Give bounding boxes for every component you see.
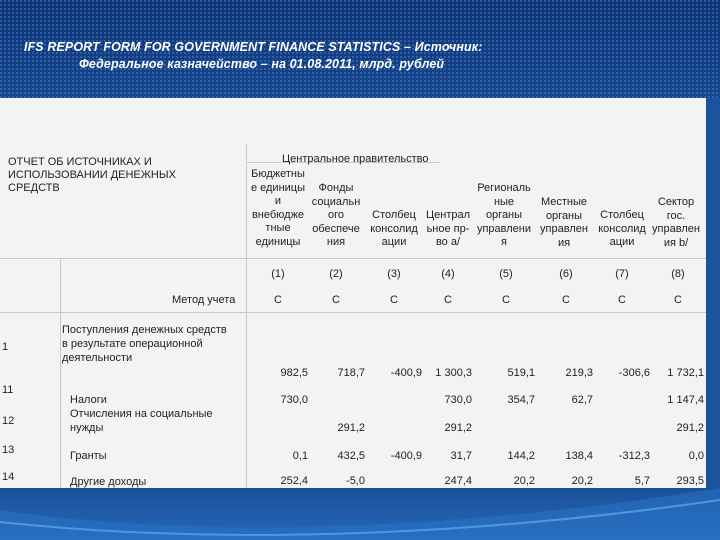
- row-label-line: нужды: [70, 422, 104, 434]
- method-value: C: [332, 294, 340, 306]
- cell-value: -306,6: [618, 367, 650, 379]
- method-value: C: [618, 294, 626, 306]
- column-number: (5): [499, 268, 513, 280]
- method-label: Метод учета: [172, 294, 236, 306]
- slide-header: [0, 0, 720, 98]
- row-label-line: в результате операционной: [62, 338, 203, 350]
- cell-value: -400,9: [390, 450, 422, 462]
- column-number: (1): [271, 268, 285, 280]
- column-header-text: внебюдже: [251, 208, 305, 221]
- cell-value: 354,7: [507, 394, 535, 406]
- cell-value: -312,3: [618, 450, 650, 462]
- cell-value: 1 147,4: [667, 394, 704, 406]
- method-value: C: [562, 294, 570, 306]
- cell-value: 432,5: [337, 450, 365, 462]
- cell-value: 291,2: [444, 422, 472, 434]
- column-number: (4): [441, 268, 455, 280]
- column-number: (7): [615, 268, 629, 280]
- column-header-text: Централ: [425, 209, 471, 221]
- row-code: 14: [2, 471, 15, 483]
- finance-table: [0, 98, 706, 488]
- column-header-text: управлени: [476, 222, 532, 235]
- cell-value: 718,7: [337, 367, 365, 379]
- column-header-text: управлен: [652, 223, 700, 235]
- method-value: C: [674, 294, 682, 306]
- cell-value: -5,0: [346, 475, 365, 487]
- cell-value: 519,1: [507, 367, 535, 379]
- slide-right-edge: [706, 98, 720, 488]
- column-header-text: Сектор: [657, 196, 695, 208]
- column-header-1: [248, 168, 308, 249]
- section-title-line1: ОТЧЕТ ОБ ИСТОЧНИКАХ И: [8, 156, 152, 168]
- decorative-swoosh: [0, 470, 720, 540]
- slide-title-line2: Федеральное казначейство – на 01.08.2011, млрд. рублей: [79, 57, 445, 71]
- cell-value: 291,2: [676, 422, 704, 434]
- column-header-5: [474, 182, 534, 250]
- cell-value: 20,2: [571, 475, 593, 487]
- row-code: 12: [2, 415, 15, 427]
- row-code: 1: [2, 341, 9, 353]
- column-header-text: Столбец: [600, 209, 644, 221]
- column-header-3: [364, 209, 424, 250]
- column-header-text: тные: [265, 222, 291, 234]
- cell-value: 144,2: [507, 450, 535, 462]
- column-header-text: Региональ: [477, 182, 531, 194]
- central-government-header: Центральное правительство: [282, 153, 429, 165]
- cell-value: 982,5: [280, 367, 308, 379]
- cell-value: 5,7: [634, 475, 650, 487]
- column-number: (8): [671, 268, 685, 280]
- column-header-text: обеспече: [312, 222, 360, 235]
- cell-value: 219,3: [565, 367, 593, 379]
- column-number: (6): [559, 268, 573, 280]
- slide-title-line1: IFS REPORT FORM FOR GOVERNMENT FINANCE STATISTICS – Источник:: [24, 40, 483, 54]
- row-label-line: Налоги: [70, 394, 107, 406]
- column-header-7: [592, 209, 652, 250]
- column-header-text: ьное пр-: [426, 222, 470, 235]
- column-header-4: [418, 209, 478, 250]
- cell-value: -400,9: [390, 367, 422, 379]
- cell-value: 31,7: [450, 450, 472, 462]
- cell-value: 730,0: [444, 394, 472, 406]
- column-header-8: [647, 196, 705, 250]
- column-number: (2): [329, 268, 343, 280]
- column-header-text: социальн: [311, 195, 361, 208]
- column-header-text: е единицы: [250, 181, 306, 194]
- column-header-text: ации: [609, 236, 635, 248]
- column-header-text: во a/: [435, 236, 461, 248]
- method-value: C: [390, 294, 398, 306]
- column-header-text: единицы: [255, 235, 301, 248]
- cell-value: 252,4: [280, 475, 308, 487]
- cell-value: 20,2: [513, 475, 535, 487]
- column-header-6: [534, 196, 594, 250]
- column-header-text: Местные: [540, 196, 588, 208]
- column-header-text: гос.: [666, 209, 686, 222]
- row-label-line: Отчисления на социальные: [70, 408, 213, 420]
- column-header-text: ации: [381, 236, 407, 248]
- cell-value: 293,5: [676, 475, 704, 487]
- row-code: 11: [2, 384, 14, 396]
- column-header-text: Столбец: [372, 209, 416, 221]
- method-value: C: [502, 294, 510, 306]
- grid-line: [0, 258, 706, 259]
- column-header-2: [306, 182, 366, 250]
- column-header-text: управлен: [540, 223, 588, 235]
- cell-value: 247,4: [444, 475, 472, 487]
- grid-line: [0, 312, 706, 313]
- grid-line: [246, 144, 247, 488]
- column-header-text: Фонды: [318, 182, 354, 194]
- section-title-line2: ИСПОЛЬЗОВАНИИ ДЕНЕЖНЫХ: [8, 169, 176, 181]
- column-header-text: ия: [557, 236, 571, 249]
- cell-value: 0,1: [292, 450, 308, 462]
- cell-value: 138,4: [565, 450, 593, 462]
- cell-value: 1 300,3: [435, 367, 472, 379]
- column-header-text: и: [274, 195, 282, 207]
- column-header-text: ого: [327, 209, 344, 221]
- column-number: (3): [387, 268, 401, 280]
- row-label-line: Гранты: [70, 450, 107, 462]
- cell-value: 730,0: [280, 394, 308, 406]
- row-label-line: Поступления денежных средств: [62, 324, 227, 336]
- cell-value: 291,2: [337, 422, 365, 434]
- method-value: C: [444, 294, 452, 306]
- cell-value: 62,7: [571, 394, 593, 406]
- method-value: C: [274, 294, 282, 306]
- section-title-line3: СРЕДСТВ: [8, 182, 60, 194]
- column-header-text: ия b/: [663, 236, 689, 249]
- column-header-text: консолид: [598, 222, 646, 235]
- row-label-line: Другие доходы: [70, 476, 147, 488]
- column-header-text: органы: [545, 209, 583, 222]
- column-header-text: органы: [485, 209, 523, 221]
- cell-value: 0,0: [688, 450, 704, 462]
- column-header-text: Бюджетны: [251, 168, 305, 180]
- column-header-text: я: [501, 236, 507, 248]
- column-header-text: ния: [326, 236, 346, 248]
- row-label-line: деятельности: [62, 352, 133, 364]
- column-header-text: консолид: [370, 222, 418, 235]
- cell-value: 1 732,1: [667, 367, 704, 379]
- column-header-text: ные: [493, 195, 515, 208]
- row-code: 13: [2, 444, 15, 456]
- grid-line: [60, 258, 61, 488]
